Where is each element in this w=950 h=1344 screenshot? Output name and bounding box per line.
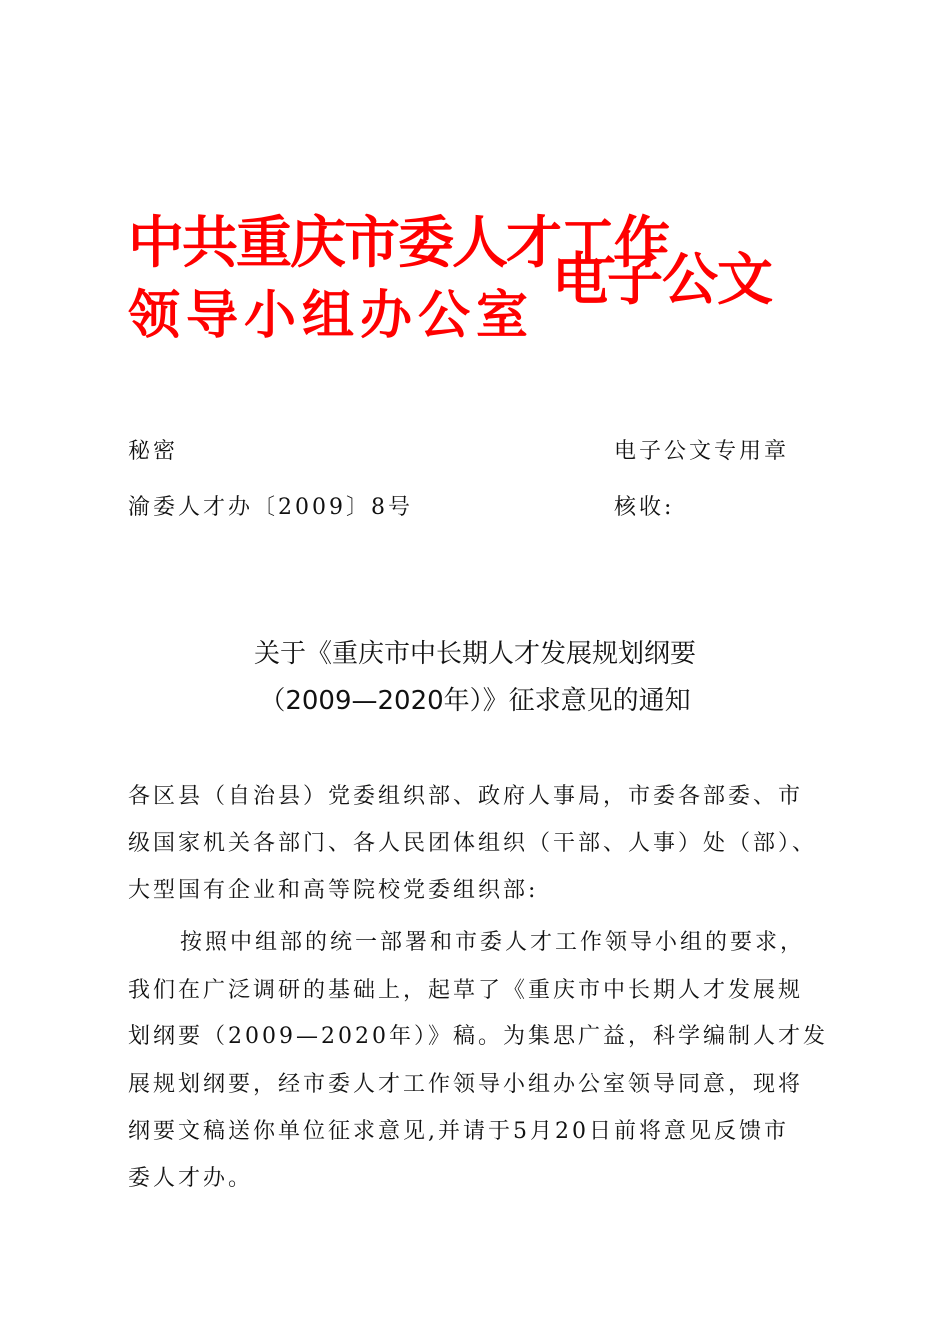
document-title-line2: （2009—2020年）》征求意见的通知 [259,686,691,716]
recipients-line-2: 级国家机关各部门、各人民团体组织（干部、人事）处（部）、 [128,831,818,856]
seal-label: 电子公文专用章 [614,439,790,464]
document-type-label: 电子公文 [552,248,772,313]
recipients-line-3: 大型国有企业和高等院校党委组织部: [128,878,539,903]
paragraph-line-2: 我们在广泛调研的基础上，起草了《重庆市中长期人才发展规 [128,978,804,1003]
secrecy-level: 秘密 [128,439,179,464]
paragraph-line-6: 委人才办。 [128,1166,254,1191]
paragraph-line-5: 纲要文稿送你单位征求意见,并请于5月20日前将意见反馈市 [128,1119,789,1144]
paragraph-line-3: 划纲要（2009—2020年）》稿。为集思广益，科学编制人才发 [128,1024,828,1049]
issuer-name-line2: 领导小组办公室 [128,286,535,346]
document-title-line1: 关于《重庆市中长期人才发展规划纲要 [253,639,696,669]
recipients-line-1: 各区县（自治县）党委组织部、政府人事局，市委各部委、市 [128,784,804,809]
paragraph-line-4: 展规划纲要，经市委人才工作领导小组办公室领导同意，现将 [128,1072,804,1097]
issuer-name-line1: 中共重庆市委人才工作 [128,211,668,276]
paragraph-line-1: 按照中组部的统一部署和市委人才工作领导小组的要求， [180,930,806,955]
receipt-label: 核收: [614,495,675,520]
document-number: 渝委人才办〔2009〕8号 [128,495,413,520]
